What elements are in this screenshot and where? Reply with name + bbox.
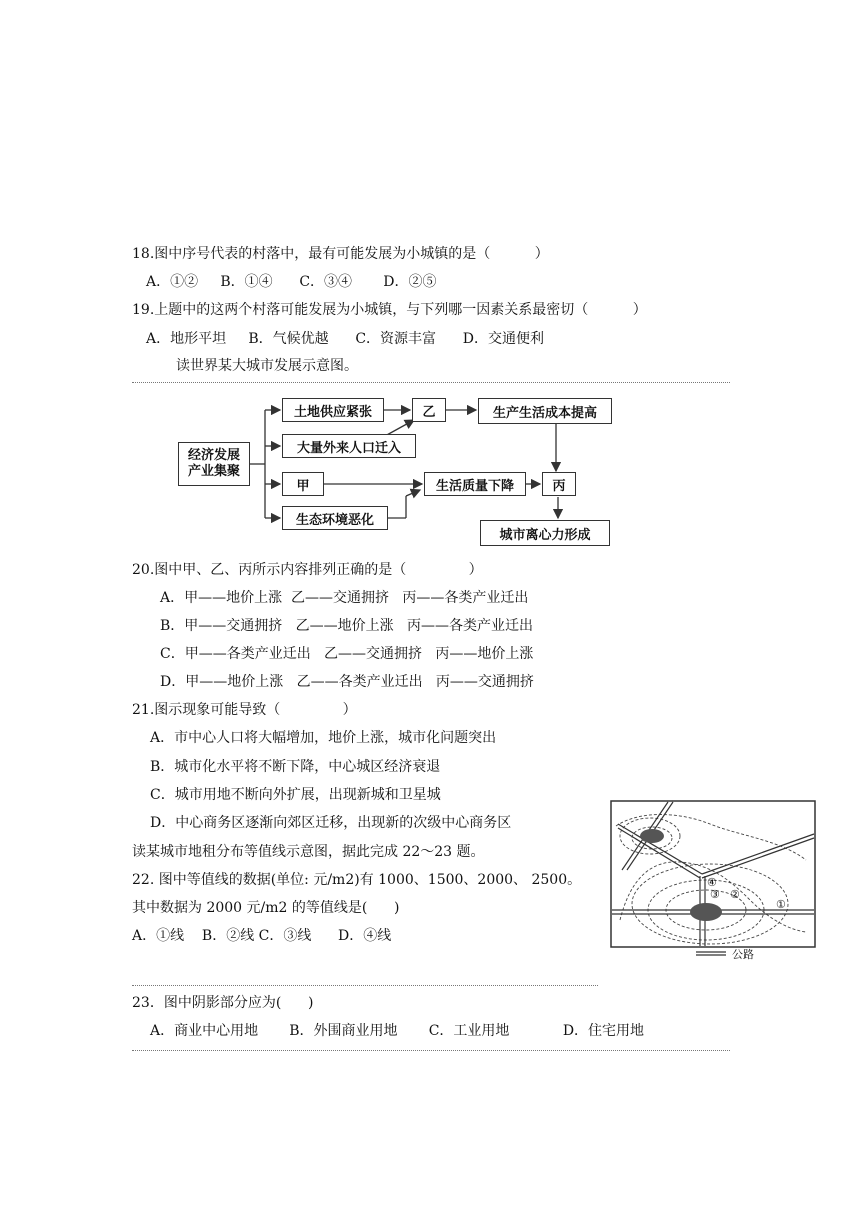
divider xyxy=(132,1050,730,1051)
flow-box-land: 土地供应紧张 xyxy=(282,398,384,422)
q21-option-c: C．城市用地不断向外扩展，出现新城和卫星城 xyxy=(150,787,441,803)
q21-option-d: D．中心商务区逐渐向郊区迁移，出现新的次级中心商务区 xyxy=(150,815,512,831)
q19-stem: 19.上题中的这两个村落可能发展为小城镇，与下列哪一因素关系最密切（ ） xyxy=(132,302,647,318)
q23-stem: 23．图中阴影部分应为( ) xyxy=(132,995,314,1011)
map-label-3: ③ xyxy=(710,888,720,901)
flow-box-centrifugal: 城市离心力形成 xyxy=(480,520,610,546)
divider xyxy=(132,382,730,383)
q18-stem: 18.图中序号代表的村落中，最有可能发展为小城镇的是（ ） xyxy=(132,246,549,262)
q20-option-c: C．甲——各类产业迁出 乙——交通拥挤 丙——地价上涨 xyxy=(160,646,534,662)
q20-option-d: D．甲——地价上涨 乙——各类产业迁出 丙——交通拥挤 xyxy=(160,674,534,690)
flow-box-bing: 丙 xyxy=(542,472,576,496)
q21-option-b: B．城市化水平将不断下降，中心城区经济衰退 xyxy=(150,759,441,775)
flowchart xyxy=(170,390,620,550)
q22-stem-line2: 其中数据为 2000 元/m2 的等值线是( ) xyxy=(132,900,400,916)
q20-stem: 20.图中甲、乙、丙所示内容排列正确的是（ ） xyxy=(132,562,483,578)
divider xyxy=(132,985,598,986)
q19-options: A．地形平坦 B．气候优越 C．资源丰富 D．交通便利 xyxy=(146,331,544,347)
q20-option-a: A．甲——地价上涨 乙——交通拥挤 丙——各类产业迁出 xyxy=(160,590,529,606)
flow-box-quality: 生活质量下降 xyxy=(424,472,526,496)
q18-options: A．①② B．①④ C．③④ D．②⑤ xyxy=(146,274,437,290)
q20-option-b: B．甲——交通拥挤 乙——地价上涨 丙——各类产业迁出 xyxy=(160,618,533,634)
flow-intro: 读世界某大城市发展示意图。 xyxy=(176,358,358,374)
map-intro: 读某城市地租分布等值线示意图，据此完成 22～23 题。 xyxy=(132,844,485,860)
flow-box-jia: 甲 xyxy=(282,472,324,496)
land-rent-map xyxy=(610,800,816,962)
q21-option-a: A．市中心人口将大幅增加，地价上涨，城市化问题突出 xyxy=(150,730,497,746)
map-label-1: ① xyxy=(776,898,786,911)
flow-box-source: 经济发展 产业集聚 xyxy=(178,442,250,486)
flow-box-cost: 生产生活成本提高 xyxy=(478,398,612,424)
flow-box-migrants: 大量外来人口迁入 xyxy=(282,434,416,458)
q23-options: A．商业中心用地 B．外围商业用地 C．工业用地 D．住宅用地 xyxy=(150,1023,645,1039)
flow-box-env: 生态环境恶化 xyxy=(282,506,388,530)
map-legend-label: 公路 xyxy=(732,948,754,961)
q22-stem-line1: 22. 图中等值线的数据(单位: 元/m2)有 1000、1500、2000、 2500。 xyxy=(132,872,582,888)
q22-options: A．①线 B．②线 C．③线 D．④线 xyxy=(132,928,392,944)
map-label-4: ④ xyxy=(707,876,717,889)
q21-stem: 21.图示现象可能导致（ ） xyxy=(132,702,357,718)
map-label-2: ② xyxy=(730,888,740,901)
flow-box-yi: 乙 xyxy=(412,398,446,422)
